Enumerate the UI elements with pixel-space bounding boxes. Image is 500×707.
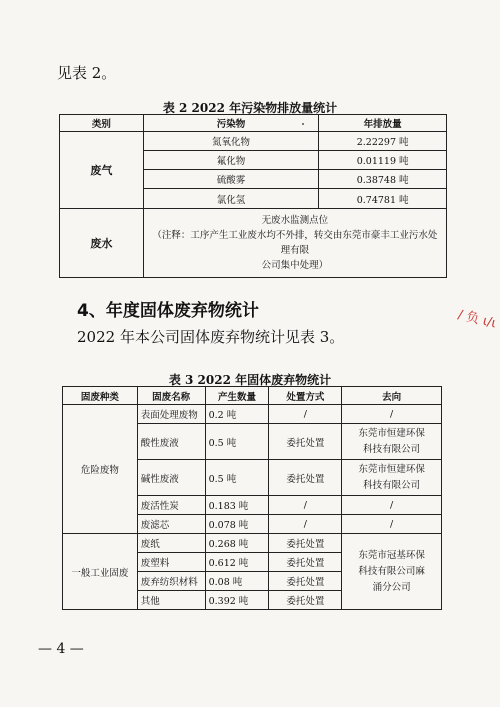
waste-name: 表面处理废物 (137, 405, 205, 424)
disposal-method: 委托处置 (269, 553, 342, 572)
pollutant-cell: 硫酸雾 (143, 170, 318, 189)
solid-waste-table (62, 386, 442, 610)
page-number: — 4 — (38, 641, 84, 657)
col-header: 类别 (60, 115, 144, 132)
scan-speck (302, 123, 304, 125)
section-paragraph: 2022 年本公司固体废弃物统计见表 3。 (77, 328, 345, 346)
waste-name: 其他 (137, 591, 205, 610)
dest-line: 科技有限公司 (363, 479, 421, 491)
destination: / (342, 405, 442, 424)
col-header: 污染物 (143, 115, 318, 132)
table-header-row (60, 115, 447, 132)
waste-qty: 0.078 吨 (205, 515, 269, 534)
dest-line: 科技有限公司麻 (358, 565, 425, 577)
destination: / (342, 496, 442, 515)
category-waste-water: 废水 (60, 209, 144, 278)
table3-caption: 表 3 2022 年固体废弃物统计 (168, 373, 332, 387)
waste-name: 废活性炭 (137, 496, 205, 515)
note-line: 无废水监测点位 (261, 215, 329, 226)
amount-cell: 0.38748 吨 (319, 170, 447, 189)
table-row (60, 132, 447, 151)
destination (342, 534, 442, 610)
table-row (60, 209, 447, 278)
waste-qty: 0.183 吨 (205, 496, 269, 515)
waste-qty: 0.2 吨 (205, 405, 269, 424)
emissions-table (59, 114, 447, 278)
destination (342, 460, 442, 496)
col-header: 固废名称 (137, 387, 205, 405)
disposal-method: 委托处置 (269, 424, 342, 460)
col-header: 年排放量 (319, 115, 447, 132)
dest-line: 东莞市恒建环保 (358, 463, 425, 475)
waste-name: 废弃纺织材料 (137, 572, 205, 591)
margin-handwriting: / 负 ι/ι (456, 307, 498, 332)
category-waste-gas: 废气 (60, 132, 144, 209)
waste-name: 废纸 (137, 534, 205, 553)
dest-line: 涌分公司 (372, 581, 411, 593)
waste-water-note (143, 209, 446, 278)
disposal-method: 委托处置 (269, 572, 342, 591)
table-row (63, 534, 442, 553)
dest-line: 东莞市恒建环保 (358, 427, 425, 439)
disposal-method: / (269, 496, 342, 515)
disposal-method: 委托处置 (269, 591, 342, 610)
dest-line: 东莞市冠基环保 (358, 549, 425, 561)
col-header: 处置方式 (269, 387, 342, 405)
note-line: 公司集中处理） (261, 260, 329, 271)
waste-qty: 0.08 吨 (205, 572, 269, 591)
table2-caption: 表 2 2022 年污染物排放量统计 (162, 101, 338, 115)
waste-name: 酸性废液 (137, 424, 205, 460)
amount-cell: 0.74781 吨 (319, 189, 447, 209)
disposal-method: / (269, 405, 342, 424)
note-line: （注释：工序产生工业废水均不外排，转交由东莞市豪丰工业污水处理有限 (152, 230, 438, 256)
amount-cell: 2.22297 吨 (319, 132, 447, 151)
category-hazardous: 危险废物 (63, 405, 138, 534)
category-general: 一般工业固废 (63, 534, 138, 610)
pollutant-cell: 氟化物 (143, 151, 318, 170)
col-header: 固废种类 (63, 387, 138, 405)
col-header: 去向 (342, 387, 442, 405)
disposal-method: / (269, 515, 342, 534)
pollutant-cell: 氯化氢 (143, 189, 318, 209)
col-header: 产生数量 (205, 387, 269, 405)
waste-qty: 0.268 吨 (205, 534, 269, 553)
destination (342, 424, 442, 460)
disposal-method: 委托处置 (269, 460, 342, 496)
table-header-row (63, 387, 442, 405)
waste-qty: 0.5 吨 (205, 424, 269, 460)
intro-text: 见表 2。 (57, 64, 117, 82)
waste-qty: 0.5 吨 (205, 460, 269, 496)
waste-qty: 0.612 吨 (205, 553, 269, 572)
dest-line: 科技有限公司 (363, 443, 421, 455)
section-heading: 4、年度固体废弃物统计 (77, 301, 259, 321)
table-row (63, 405, 442, 424)
destination: / (342, 515, 442, 534)
amount-cell: 0.01119 吨 (319, 151, 447, 170)
disposal-method: 委托处置 (269, 534, 342, 553)
waste-name: 碱性废液 (137, 460, 205, 496)
waste-qty: 0.392 吨 (205, 591, 269, 610)
waste-name: 废塑料 (137, 553, 205, 572)
waste-name: 废滤芯 (137, 515, 205, 534)
pollutant-cell: 氮氧化物 (143, 132, 318, 151)
